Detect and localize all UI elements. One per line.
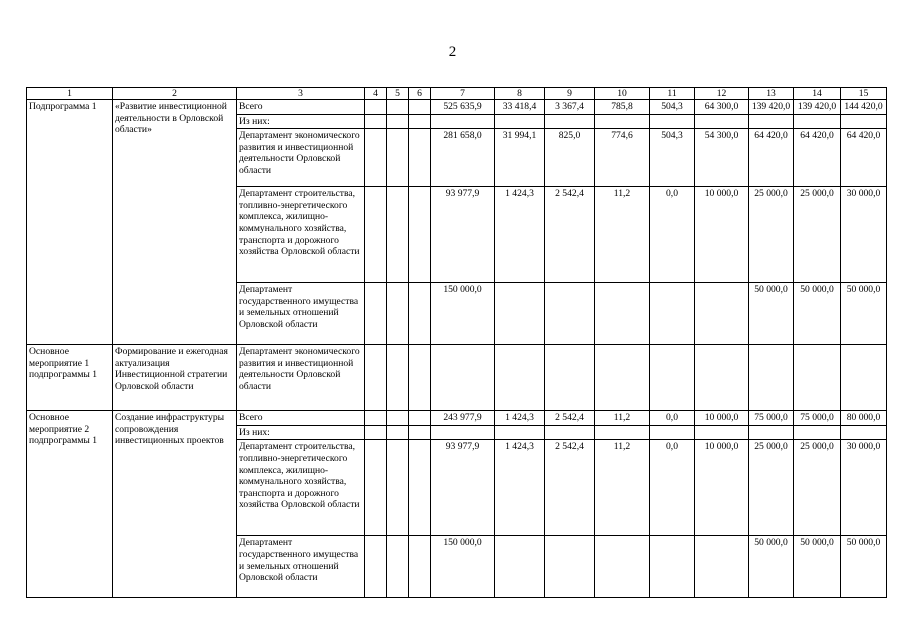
value-cell: 0,0 — [650, 411, 695, 426]
value-cell: 25 000,0 — [749, 187, 794, 283]
table-row — [27, 411, 887, 426]
empty-cell — [387, 411, 409, 426]
value-cell: 504,3 — [650, 100, 695, 115]
table-row — [27, 345, 887, 411]
empty-cell — [387, 114, 409, 129]
value-cell — [650, 283, 695, 345]
empty-cell — [365, 411, 387, 426]
value-cell: 31 994,1 — [495, 129, 545, 187]
value-cell — [431, 114, 495, 129]
value-cell: 825,0 — [545, 129, 595, 187]
page-number: 2 — [448, 44, 457, 60]
name-cell: «Развитие инвестиционной деятельности в Орловской области» — [113, 100, 237, 345]
value-cell: 774,6 — [595, 129, 650, 187]
value-cell: 50 000,0 — [749, 283, 794, 345]
budget-table — [26, 87, 887, 598]
executor-cell: Департамент строительства, топливно-энергетического комплекса, жилищно-коммунального хозяйства, транспорта и дорожного хозяйства Орловской области — [237, 187, 365, 283]
value-cell: 2 542,4 — [545, 440, 595, 536]
value-cell: 50 000,0 — [841, 536, 887, 598]
value-cell — [595, 425, 650, 440]
empty-cell — [365, 129, 387, 187]
value-cell: 3 367,4 — [545, 100, 595, 115]
executor-cell: Департамент государственного имущества и земельных отношений Орловской области — [237, 283, 365, 345]
value-cell: 525 635,9 — [431, 100, 495, 115]
column-number-cell: 6 — [409, 88, 431, 100]
value-cell: 10 000,0 — [695, 187, 749, 283]
executor-cell: Из них: — [237, 425, 365, 440]
value-cell — [695, 114, 749, 129]
value-cell: 1 424,3 — [495, 440, 545, 536]
value-cell: 30 000,0 — [841, 187, 887, 283]
empty-cell — [365, 345, 387, 411]
empty-cell — [365, 536, 387, 598]
value-cell: 50 000,0 — [749, 536, 794, 598]
value-cell — [794, 425, 841, 440]
value-cell — [794, 345, 841, 411]
executor-cell: Всего — [237, 411, 365, 426]
value-cell: 30 000,0 — [841, 440, 887, 536]
value-cell: 64 420,0 — [841, 129, 887, 187]
column-number-cell: 10 — [595, 88, 650, 100]
empty-cell — [365, 187, 387, 283]
value-cell — [650, 114, 695, 129]
empty-cell — [409, 411, 431, 426]
column-number-cell: 14 — [794, 88, 841, 100]
value-cell — [495, 345, 545, 411]
empty-cell — [409, 129, 431, 187]
value-cell — [495, 283, 545, 345]
value-cell — [495, 114, 545, 129]
empty-cell — [409, 440, 431, 536]
column-number-row — [27, 88, 887, 100]
status-cell: Основное мероприятие 1 подпрограммы 1 — [27, 345, 113, 411]
value-cell: 93 977,9 — [431, 440, 495, 536]
empty-cell — [409, 100, 431, 115]
value-cell: 2 542,4 — [545, 187, 595, 283]
empty-cell — [387, 345, 409, 411]
value-cell: 25 000,0 — [749, 440, 794, 536]
value-cell — [495, 536, 545, 598]
empty-cell — [387, 283, 409, 345]
empty-cell — [387, 440, 409, 536]
value-cell — [545, 345, 595, 411]
value-cell: 150 000,0 — [431, 283, 495, 345]
table-body — [27, 88, 887, 598]
value-cell — [650, 536, 695, 598]
value-cell: 93 977,9 — [431, 187, 495, 283]
empty-cell — [365, 440, 387, 536]
name-cell: Создание инфраструктуры сопровождения инвестиционных проектов — [113, 411, 237, 598]
column-number-cell: 3 — [237, 88, 365, 100]
value-cell: 64 300,0 — [695, 100, 749, 115]
column-number-cell: 2 — [113, 88, 237, 100]
value-cell — [749, 425, 794, 440]
value-cell — [595, 536, 650, 598]
column-number-cell: 5 — [387, 88, 409, 100]
value-cell: 150 000,0 — [431, 536, 495, 598]
value-cell — [695, 345, 749, 411]
value-cell: 50 000,0 — [841, 283, 887, 345]
value-cell — [545, 114, 595, 129]
value-cell: 50 000,0 — [794, 536, 841, 598]
value-cell: 25 000,0 — [794, 187, 841, 283]
value-cell: 75 000,0 — [794, 411, 841, 426]
executor-cell: Департамент государственного имущества и земельных отношений Орловской области — [237, 536, 365, 598]
column-number-cell: 9 — [545, 88, 595, 100]
column-number-cell: 11 — [650, 88, 695, 100]
executor-cell: Всего — [237, 100, 365, 115]
empty-cell — [365, 100, 387, 115]
value-cell — [431, 345, 495, 411]
executor-cell: Из них: — [237, 114, 365, 129]
value-cell: 54 300,0 — [695, 129, 749, 187]
value-cell: 243 977,9 — [431, 411, 495, 426]
status-cell: Подпрограмма 1 — [27, 100, 113, 345]
status-cell: Основное мероприятие 2 подпрограммы 1 — [27, 411, 113, 598]
value-cell: 281 658,0 — [431, 129, 495, 187]
value-cell — [695, 425, 749, 440]
executor-cell: Департамент экономического развития и инвестиционной деятельности Орловской области — [237, 129, 365, 187]
empty-cell — [365, 283, 387, 345]
value-cell — [841, 345, 887, 411]
value-cell — [545, 425, 595, 440]
value-cell — [650, 425, 695, 440]
value-cell: 0,0 — [650, 440, 695, 536]
value-cell — [794, 114, 841, 129]
value-cell: 2 542,4 — [545, 411, 595, 426]
value-cell — [749, 345, 794, 411]
value-cell — [595, 283, 650, 345]
column-number-cell: 8 — [495, 88, 545, 100]
table-row — [27, 100, 887, 115]
value-cell — [695, 536, 749, 598]
value-cell — [841, 425, 887, 440]
empty-cell — [409, 283, 431, 345]
value-cell — [595, 345, 650, 411]
value-cell — [695, 283, 749, 345]
value-cell — [749, 114, 794, 129]
empty-cell — [409, 114, 431, 129]
column-number-cell: 15 — [841, 88, 887, 100]
value-cell: 75 000,0 — [749, 411, 794, 426]
value-cell: 0,0 — [650, 187, 695, 283]
value-cell: 1 424,3 — [495, 187, 545, 283]
empty-cell — [387, 187, 409, 283]
column-number-cell: 7 — [431, 88, 495, 100]
value-cell — [650, 345, 695, 411]
value-cell — [431, 425, 495, 440]
value-cell: 11,2 — [595, 187, 650, 283]
value-cell: 144 420,0 — [841, 100, 887, 115]
value-cell: 50 000,0 — [794, 283, 841, 345]
value-cell: 139 420,0 — [749, 100, 794, 115]
value-cell — [545, 283, 595, 345]
empty-cell — [409, 345, 431, 411]
empty-cell — [387, 129, 409, 187]
value-cell — [545, 536, 595, 598]
empty-cell — [387, 536, 409, 598]
value-cell: 10 000,0 — [695, 440, 749, 536]
value-cell: 785,8 — [595, 100, 650, 115]
column-number-cell: 1 — [27, 88, 113, 100]
value-cell — [495, 425, 545, 440]
empty-cell — [409, 536, 431, 598]
empty-cell — [387, 425, 409, 440]
empty-cell — [409, 187, 431, 283]
value-cell: 504,3 — [650, 129, 695, 187]
empty-cell — [409, 425, 431, 440]
executor-cell: Департамент экономического развития и инвестиционной деятельности Орловской области — [237, 345, 365, 411]
value-cell: 64 420,0 — [794, 129, 841, 187]
value-cell: 33 418,4 — [495, 100, 545, 115]
value-cell: 64 420,0 — [749, 129, 794, 187]
column-number-cell: 12 — [695, 88, 749, 100]
value-cell: 25 000,0 — [794, 440, 841, 536]
value-cell: 11,2 — [595, 440, 650, 536]
value-cell: 11,2 — [595, 411, 650, 426]
value-cell — [595, 114, 650, 129]
column-number-cell: 13 — [749, 88, 794, 100]
name-cell: Формирование и ежегодная актуализация Инвестиционной стратегии Орловской области — [113, 345, 237, 411]
empty-cell — [365, 425, 387, 440]
value-cell — [841, 114, 887, 129]
value-cell: 10 000,0 — [695, 411, 749, 426]
value-cell: 80 000,0 — [841, 411, 887, 426]
executor-cell: Департамент строительства, топливно-энергетического комплекса, жилищно-коммунального хозяйства, транспорта и дорожного хозяйства Орловской области — [237, 440, 365, 536]
column-number-cell: 4 — [365, 88, 387, 100]
empty-cell — [365, 114, 387, 129]
value-cell: 1 424,3 — [495, 411, 545, 426]
empty-cell — [387, 100, 409, 115]
value-cell: 139 420,0 — [794, 100, 841, 115]
